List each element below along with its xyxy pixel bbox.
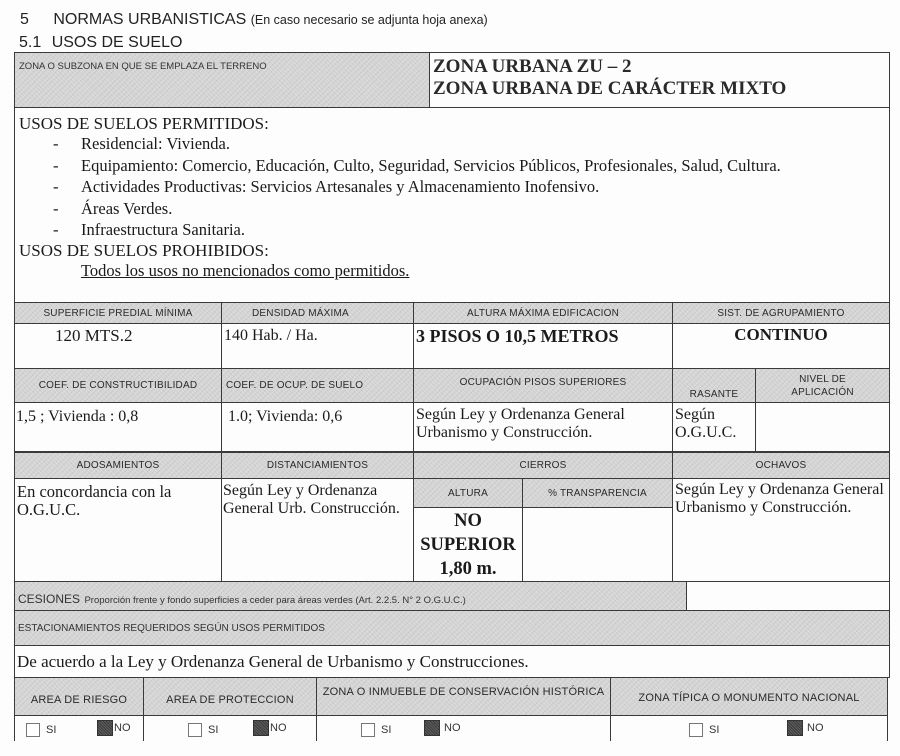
header-coef-constructibilidad: COEF. DE CONSTRUCTIBILIDAD	[14, 368, 222, 403]
header-distanciamientos: DISTANCIAMIENTOS	[221, 452, 414, 479]
option-label: SI	[208, 724, 219, 737]
header-ochavos: OCHAVOS	[672, 452, 890, 479]
option-label: SI	[46, 724, 57, 737]
usos-prohibidos-title: USOS DE SUELOS PROHIBIDOS:	[19, 240, 269, 260]
value-altura-maxima: 3 PISOS O 10,5 METROS	[413, 323, 673, 369]
section-note: (En caso necesario se adjunta hoja anexa)	[250, 13, 488, 27]
option-label: NO	[270, 722, 287, 735]
zona-tipica-no[interactable]	[787, 719, 824, 737]
checkbox-empty-icon[interactable]	[689, 723, 703, 737]
checkbox-checked-icon[interactable]	[253, 720, 269, 736]
header-zona-tipica: ZONA TÍPICA O MONUMENTO NACIONAL	[610, 677, 888, 716]
usos-section	[14, 107, 890, 302]
checkbox-checked-icon[interactable]	[424, 720, 440, 736]
header-adosamientos: ADOSAMIENTOS	[14, 452, 222, 479]
cierros-altura-line: 1,80 m.	[439, 559, 497, 579]
usos-prohibidos-text: Todos los usos no mencionados como permitidos.	[81, 260, 410, 280]
uso-permitido-item: - Residencial: Vivienda.	[19, 133, 889, 155]
checkbox-checked-icon[interactable]	[787, 720, 803, 736]
area-riesgo-options	[14, 715, 144, 741]
conservacion-historica-si[interactable]	[361, 721, 391, 739]
subsection-number: 5.1	[19, 34, 42, 51]
subsection-title: USOS DE SUELO	[51, 34, 183, 51]
estacionamientos-label: ESTACIONAMIENTOS REQUERIDOS SEGÚN USOS PERMITIDOS	[14, 610, 890, 646]
value-cierros-transparencia	[522, 507, 673, 582]
option-label: NO	[807, 722, 824, 735]
cierros-altura-line: SUPERIOR	[420, 535, 516, 555]
area-riesgo-si[interactable]	[26, 721, 56, 739]
cesiones-description: Proporción frente y fondo superficies a ceder para áreas verdes (Art. 2.2.5. N° 2 O.G.U.C.)	[84, 595, 466, 606]
value-nivel-aplicacion	[755, 402, 890, 452]
cesiones-value	[686, 581, 890, 611]
value-distanciamientos: Según Ley y Ordenanza General Urb. Construcción.	[221, 478, 414, 582]
area-riesgo-no[interactable]	[97, 719, 131, 737]
area-proteccion-options	[143, 715, 317, 741]
value-adosamientos: En concordancia con la O.G.U.C.	[14, 478, 222, 582]
usos-permitidos-list	[19, 133, 889, 241]
header-cierros-transparencia: % TRANSPARENCIA	[522, 478, 673, 508]
value-superficie-predial: 120 MTS.2	[14, 323, 222, 369]
header-cierros-altura: ALTURA	[413, 478, 523, 508]
header-densidad-maxima: DENSIDAD MÁXIMA	[221, 302, 414, 324]
header-rasante: RASANTE	[672, 368, 756, 403]
value-ochavos: Según Ley y Ordenanza General Urbanismo y Construcción.	[672, 478, 890, 582]
cesiones-title: CESIONES	[18, 592, 81, 606]
value-coef-constructibilidad: 1,5 ; Vivienda : 0,8	[14, 402, 222, 452]
value-ocupacion-pisos: Según Ley y Ordenanza General Urbanismo y Construcción.	[413, 402, 673, 452]
option-label: NO	[444, 722, 461, 735]
usos-permitidos-title: USOS DE SUELOS PERMITIDOS:	[19, 114, 269, 133]
header-sist-agrupamiento: SIST. DE AGRUPAMIENTO	[672, 302, 890, 324]
section-heading	[20, 11, 488, 29]
header-nivel-aplicacion: NIVEL DE APLICACIÓN	[755, 368, 890, 403]
checkbox-checked-icon[interactable]	[97, 720, 113, 736]
header-coef-ocupacion: COEF. DE OCUP. DE SUELO	[221, 368, 414, 403]
header-cierros: CIERROS	[413, 452, 673, 479]
checkbox-empty-icon[interactable]	[188, 723, 202, 737]
header-area-proteccion: AREA DE PROTECCION	[143, 677, 317, 716]
conservacion-historica-options	[316, 715, 611, 741]
cesiones-label	[14, 581, 687, 611]
zona-value	[429, 52, 890, 108]
zona-value-line2: ZONA URBANA DE CARÁCTER MIXTO	[433, 78, 787, 99]
subsection-heading	[19, 34, 182, 52]
option-label: SI	[709, 724, 720, 737]
area-proteccion-si[interactable]	[188, 721, 218, 739]
header-area-riesgo: AREA DE RIESGO	[14, 677, 144, 716]
cierros-altura-line: NO	[454, 511, 482, 531]
header-conservacion-historica: ZONA O INMUEBLE DE CONSERVACIÓN HISTÓRICA	[316, 677, 611, 716]
header-altura-maxima: ALTURA MÁXIMA EDIFICACION	[413, 302, 673, 324]
section-title: NORMAS URBANISTICAS	[53, 11, 247, 28]
option-label: NO	[114, 722, 131, 735]
checkbox-empty-icon[interactable]	[361, 723, 375, 737]
estacionamientos-value: De acuerdo a la Ley y Ordenanza General de Urbanismo y Construcciones.	[14, 645, 890, 678]
header-superficie-predial: SUPERFICIE PREDIAL MÍNIMA	[14, 302, 222, 324]
zona-label: ZONA O SUBZONA EN QUE SE EMPLAZA EL TERRENO	[14, 52, 430, 108]
header-ocupacion-pisos: OCUPACIÓN PISOS SUPERIORES	[413, 368, 673, 403]
uso-permitido-item: - Infraestructura Sanitaria.	[19, 219, 889, 241]
checkbox-empty-icon[interactable]	[26, 723, 40, 737]
value-sist-agrupamiento: CONTINUO	[672, 323, 890, 369]
zona-tipica-options	[610, 715, 888, 741]
uso-permitido-item: - Actividades Productivas: Servicios Artesanales y Almacenamiento Inofensivo.	[19, 176, 889, 198]
zona-value-line1: ZONA URBANA ZU – 2	[433, 56, 632, 77]
option-label: SI	[381, 724, 392, 737]
section-number: 5	[20, 11, 29, 28]
value-coef-ocupacion: 1.0; Vivienda: 0,6	[221, 402, 414, 452]
value-rasante: Según O.G.U.C.	[672, 402, 756, 452]
zona-tipica-si[interactable]	[689, 721, 719, 739]
value-densidad-maxima: 140 Hab. / Ha.	[221, 323, 414, 369]
value-cierros-altura	[413, 507, 523, 582]
area-proteccion-no[interactable]	[253, 719, 287, 737]
uso-permitido-item: - Equipamiento: Comercio, Educación, Culto, Seguridad, Servicios Públicos, Profesionales, Salud, Cultura.	[19, 155, 889, 177]
uso-permitido-item: - Áreas Verdes.	[19, 198, 889, 220]
conservacion-historica-no[interactable]	[424, 719, 461, 737]
